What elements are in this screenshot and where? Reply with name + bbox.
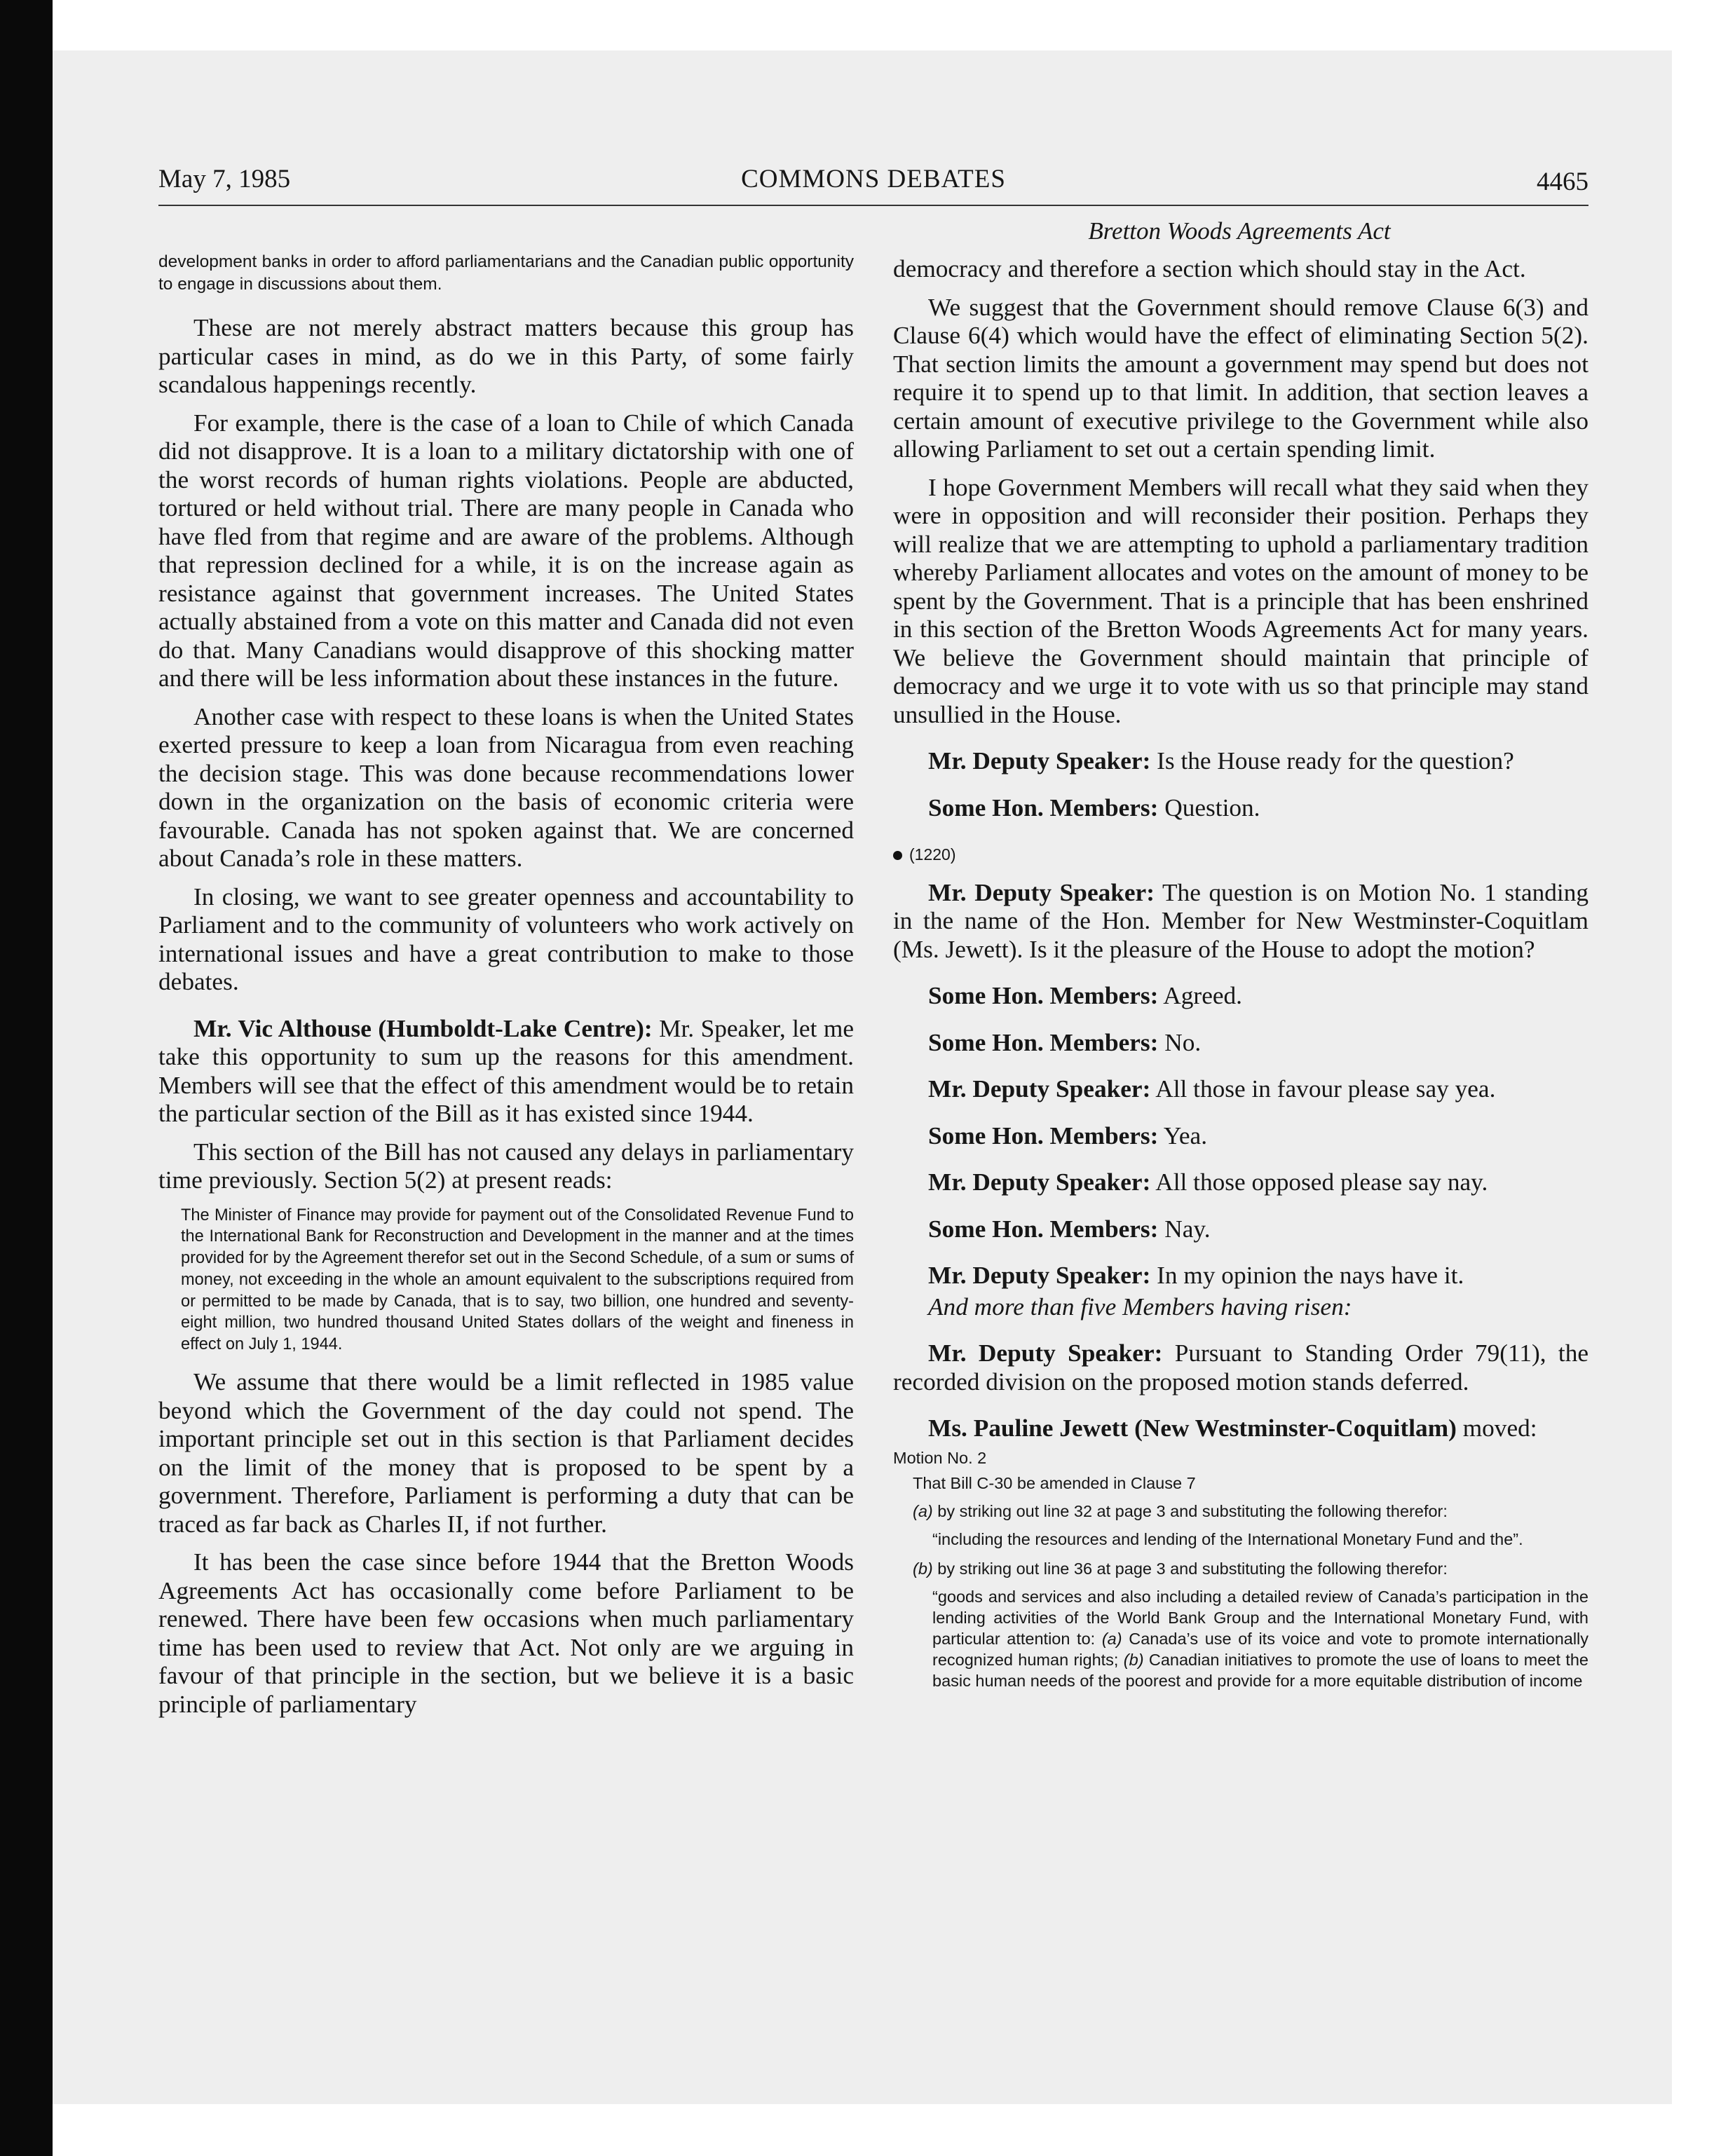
scan-edge [0, 0, 53, 2156]
paragraph: For example, there is the case of a loan to Chile of which Canada did not disapprove. It is a loan to a military dictatorship with one of the worst records of human rights violations. People are abducted, tortured or held without trial. There are many people in Canada who have fled from that regime and are aware of the problems. Although that repression declined for a while, it is on the increase again as resistance against that government increases. The United States actually abstained from a vote on this matter and Canada did not even do that. Many Canadians would disapprove of this shocking matter and there will be less information about these instances in the future. [158, 409, 854, 692]
speech-text: Yea. [1163, 1121, 1208, 1149]
speaker-name: Mr. Deputy Speaker: [928, 1075, 1151, 1103]
speech-line [893, 1339, 1588, 1396]
time-marker-text: (1220) [909, 845, 956, 864]
speech-line [893, 1029, 1588, 1058]
bullet-icon [893, 851, 902, 860]
motion-item-quote: “including the resources and lending of the International Monetary Fund and the”. [932, 1529, 1523, 1548]
time-marker [893, 840, 1588, 869]
speech-text: No. [1164, 1028, 1202, 1056]
paragraph: democracy and therefore a section which should stay in the Act. [893, 255, 1526, 282]
speech-text: Agreed. [1163, 982, 1242, 1009]
item-text: by striking out line 36 at page 3 and substituting the following therefor: [937, 1559, 1448, 1578]
paragraph: We assume that there would be a limit reflected in 1985 value beyond which the Government of the day could not spend. The important principle set out in this section is that Parliament decides on the limit of the money that is proposed to be spent by a government. Therefore, Parliament is performing a duty that can be traced as far back as Charles II, if not further. [158, 1368, 854, 1538]
paragraph: We suggest that the Government should remove Clause 6(3) and Clause 6(4) which would have the effect of eliminating Section 5(2). That section limits the amount a government may spend but does not require it to spend up to that limit. In addition, that section leaves a certain amount of executive privilege to the Government while also allowing Parliament to set out a certain spending limit. [893, 293, 1588, 463]
speaker-name: Mr. Vic Althouse (Humboldt-Lake Centre): [193, 1014, 653, 1042]
quote-text: Canadian initiatives to promote the use of loans to meet the basic human needs of the poorest and provide for a more equitable distribution of income [932, 1650, 1588, 1690]
speech-text: The question is on Motion No. 1 standing in the name of the Hon. Member for New Westminster-Coquitlam (Ms. Jewett). Is it the pleasure of the House to adopt the motion? [893, 878, 1589, 963]
speech-text: Mr. Speaker, let me take this opportunity to sum up the reasons for this amendment. Members will see that the effect of this amendment would be to retain the particular section of the Bill as it has existed since 1944. [158, 1014, 855, 1127]
paragraph: Another case with respect to these loans is when the United States exerted pressure to keep a loan from Nicaragua from even reaching the decision stage. This was done because recommendations lower down in the organization on the basis of economic criteria were favourable. Canada has not spoken against that. We are concerned about Canada’s role in these matters. [158, 702, 854, 872]
speaker-name: Mr. Deputy Speaker: [928, 1339, 1163, 1367]
speech-line [893, 1215, 1588, 1244]
speech-line [893, 879, 1588, 964]
paragraph: In closing, we want to see greater openness and accountability to Parliament and to the community of volunteers who work actively on international issues and have a great contribution to make to those debates. [158, 882, 854, 995]
item-label: (b) [1123, 1650, 1144, 1669]
item-text: by striking out line 32 at page 3 and substituting the following therefor: [937, 1501, 1448, 1520]
speaker-name: Some Hon. Members: [928, 1215, 1159, 1243]
speaker-name: Some Hon. Members: [928, 982, 1159, 1009]
speaker-name: Mr. Deputy Speaker: [928, 878, 1155, 906]
motion-item-quote [932, 1586, 1588, 1691]
quote-text: Canada’s use of its voice and vote to promote internationally recognized human rights; [932, 1629, 1589, 1669]
speech-line [893, 1122, 1588, 1151]
motion-number: Motion No. 2 [893, 1448, 987, 1467]
speech-line [893, 1414, 1588, 1443]
item-label: (b) [913, 1559, 933, 1578]
motion-intro: That Bill C-30 be amended in Clause 7 [913, 1473, 1196, 1492]
item-label: (a) [913, 1501, 933, 1520]
speech-line [893, 747, 1588, 776]
speech-text: Nay. [1164, 1215, 1211, 1243]
motion-item [913, 1558, 1588, 1579]
stage-direction: And more than five Members having risen: [928, 1292, 1352, 1321]
speech-line [893, 1168, 1588, 1197]
intro-paragraph: development banks in order to afford parliamentarians and the Canadian public opportunity to engage in discussions about them. [158, 252, 854, 294]
item-label: (a) [1101, 1629, 1122, 1648]
speech-text: moved: [1462, 1414, 1537, 1442]
motion-text [893, 1447, 1588, 1691]
speech-line [893, 1262, 1588, 1290]
speech-text: Pursuant to Standing Order 79(11), the recorded division on the proposed motion stands deferred. [893, 1339, 1589, 1396]
speaker-name: Some Hon. Members: [928, 1121, 1159, 1149]
speech-text: In my opinion the nays have it. [1157, 1262, 1464, 1289]
speech-line [893, 982, 1588, 1011]
page-header [158, 163, 1588, 206]
header-date: May 7, 1985 [158, 165, 291, 193]
left-column [158, 251, 854, 1728]
speaker-name: Some Hon. Members: [928, 793, 1159, 821]
right-column [893, 255, 1588, 1700]
quote-text: “goods and services and also including a detailed review of Canada’s participation in the lending activities of the World Bank Group and the International Monetary Fund, with particular attention to: [932, 1587, 1588, 1648]
paragraph: This section of the Bill has not caused any delays in parliamentary time previously. Section 5(2) at present reads: [158, 1138, 854, 1194]
speaker-name: Ms. Pauline Jewett (New Westminster-Coquitlam) [928, 1414, 1457, 1442]
speech-text: All those in favour please say yea. [1155, 1075, 1496, 1103]
paragraph: I hope Government Members will recall what they said when they were in opposition and will reconsider their position. Perhaps they will realize that we are attempting to uphold a parliamentary tradition whereby Parliament allocates and votes on the amount of money to be spent by the Government. That is a principle that has been enshrined in this section of the Bretton Woods Agreements Act for many years. We believe the Government should maintain that principle of democracy and we urge it to vote with us so that principle may stand unsullied in the House. [893, 473, 1588, 728]
running-title: Bretton Woods Agreements Act [1088, 217, 1391, 245]
statute-quote: The Minister of Finance may provide for payment out of the Consolidated Revenue Fund to the International Bank for Reconstruction and Development in the manner and at the times provided for by the Agreement therefor set out in the Second Schedule, of a sum or sums of money, not exceeding in the whole an amount equivalent to the subscriptions required from or permitted to be made by Canada, that is to say, two billion, one hundred and seventy-eight million, two hundred thousand United States dollars of the weight and fineness in effect on July 1, 1944. [181, 1206, 854, 1354]
header-title: COMMONS DEBATES [741, 165, 1006, 193]
motion-item [913, 1501, 1588, 1522]
paragraph: These are not merely abstract matters because this group has particular cases in mind, as do we in this Party, of some fairly scandalous happenings recently. [158, 314, 854, 398]
speaker-name: Mr. Deputy Speaker: [928, 747, 1151, 775]
speech-line [893, 794, 1588, 823]
speech-paragraph [158, 1015, 854, 1128]
speech-line [893, 1075, 1588, 1104]
paragraph: It has been the case since before 1944 that the Bretton Woods Agreements Act has occasionally come before Parliament to be renewed. There have been few occasions when much parliamentary time has been used to review that Act. Not only are we arguing in favour of that principle in the section, but we believe it is a basic principle of parliamentary [158, 1548, 854, 1718]
header-page-number: 4465 [1537, 168, 1588, 196]
speaker-name: Mr. Deputy Speaker: [928, 1262, 1151, 1289]
speech-text: Question. [1164, 793, 1260, 821]
speech-text: Is the House ready for the question? [1157, 747, 1514, 775]
speech-text: All those opposed please say nay. [1155, 1168, 1488, 1196]
speaker-name: Mr. Deputy Speaker: [928, 1168, 1151, 1196]
speaker-name: Some Hon. Members: [928, 1028, 1159, 1056]
